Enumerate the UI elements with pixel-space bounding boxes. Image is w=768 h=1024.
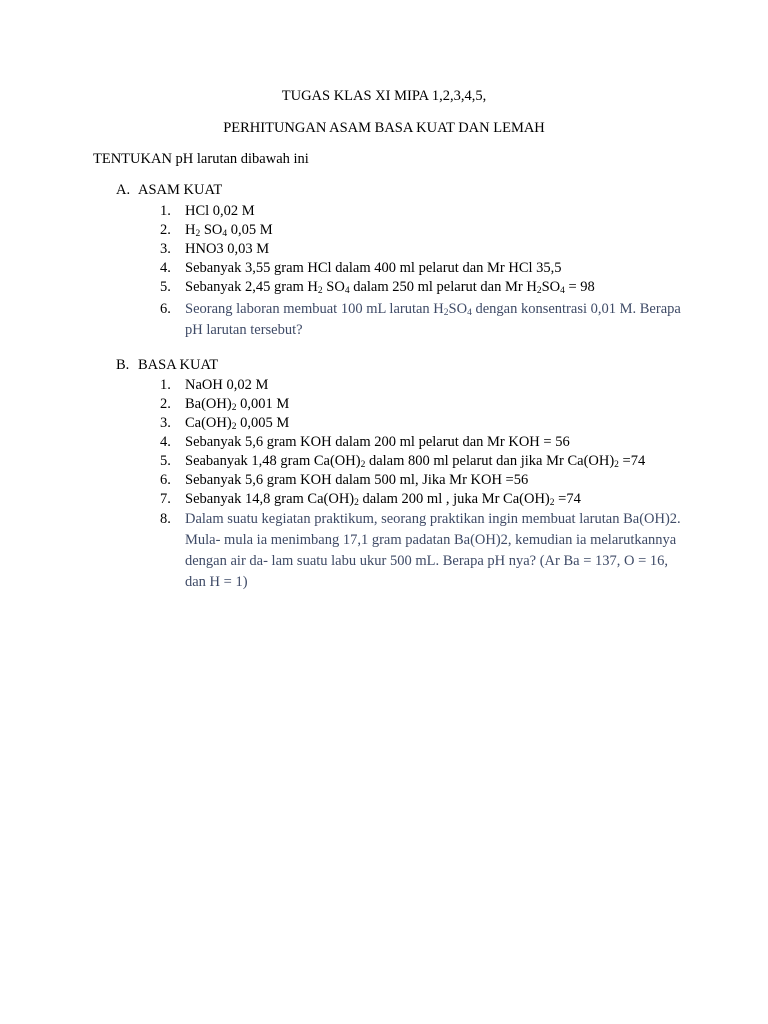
section-title: BASA KUAT — [138, 357, 219, 373]
list-item — [0, 433, 768, 452]
item-text: Seabanyak 1,48 gram $Ca(OH)_2$ dalam 800 ml pelarut dan jika Mr $Ca(OH)_2 =74$ — [185, 453, 646, 470]
item-number: 2. — [160, 396, 171, 412]
item-number: 4. — [160, 434, 171, 450]
document-subtitle: PERHITUNGAN ASAM BASA KUAT DAN LEMAH — [223, 120, 545, 136]
item-text: Sebanyak 5,6 gram KOH dalam 500 ml, Jika Mr KOH =56 — [185, 472, 529, 488]
instruction-text: TENTUKAN pH larutan dibawah ini — [93, 151, 309, 167]
item-text: Sebanyak 14,8 gram $Ca(OH)_2$ dalam 200 ml , juka Mr $Ca(OH)_2 =74$ — [185, 491, 581, 508]
list-item — [0, 509, 768, 593]
section-a-heading — [116, 182, 222, 199]
list-item — [0, 278, 768, 297]
section-b-heading — [116, 357, 218, 374]
list-item — [0, 471, 768, 490]
list-item — [0, 490, 768, 509]
item-number: 8. — [160, 511, 171, 527]
section-letter: A. — [116, 182, 131, 198]
item-number: 5. — [160, 279, 171, 295]
item-number: 3. — [160, 241, 171, 257]
item-number: 3. — [160, 415, 171, 431]
list-item — [0, 395, 768, 414]
item-number: 6. — [160, 301, 171, 317]
item-number: 2. — [160, 222, 171, 238]
item-text: HNO3 0,03 M — [185, 241, 270, 257]
item-number: 7. — [160, 491, 171, 507]
section-b-list — [0, 376, 768, 593]
item-text: $Ca(OH)_2$ 0,005 M — [185, 415, 290, 432]
item-text: Sebanyak 3,55 gram HCl dalam 400 ml pelarut dan Mr HCl 35,5 — [185, 260, 562, 276]
item-text: Sebanyak 2,45 gram $H_2$ $SO_4$ dalam 250 ml pelarut dan Mr $H_2SO_4 = 98$ — [185, 279, 595, 296]
item-number: 4. — [160, 260, 171, 276]
list-item — [0, 376, 768, 395]
item-text: Dalam suatu kegiatan praktikum, seorang praktikan ingin membuat larutan Ba(OH)2. Mula- mula ia menimbang 17,1 gram padatan Ba(OH)2, kemudian ia melarutkannya dengan air da- lam suatu labu ukur 500 mL. Berapa pH nya? (Ar Ba = 137, O = 16, dan H = 1) — [185, 511, 681, 590]
item-text: $H_2$ $SO_4$ 0,05 M — [185, 222, 273, 239]
list-item — [0, 240, 768, 259]
item-text: Seorang laboran membuat 100 mL larutan $H_2SO_4$ dengan konsentrasi 0,01 M. Berapa pH larutan tersebut? — [185, 301, 681, 338]
item-number: 5. — [160, 453, 171, 469]
list-item — [0, 452, 768, 471]
section-a-list — [0, 202, 768, 341]
section-letter: B. — [116, 357, 130, 373]
item-number: 1. — [160, 203, 171, 219]
item-text: $Ba(OH)_2$ 0,001 M — [185, 396, 290, 413]
item-text: Sebanyak 5,6 gram KOH dalam 200 ml pelarut dan Mr KOH = 56 — [185, 434, 570, 450]
document-title: TUGAS KLAS XI MIPA 1,2,3,4,5, — [281, 88, 487, 104]
list-item — [0, 299, 768, 341]
item-text: NaOH 0,02 M — [185, 377, 269, 393]
list-item — [0, 221, 768, 240]
list-item — [0, 259, 768, 278]
item-number: 6. — [160, 472, 171, 488]
list-item — [0, 414, 768, 433]
item-text: HCl 0,02 M — [185, 203, 255, 219]
item-number: 1. — [160, 377, 171, 393]
section-title: ASAM KUAT — [138, 182, 223, 198]
list-item — [0, 202, 768, 221]
